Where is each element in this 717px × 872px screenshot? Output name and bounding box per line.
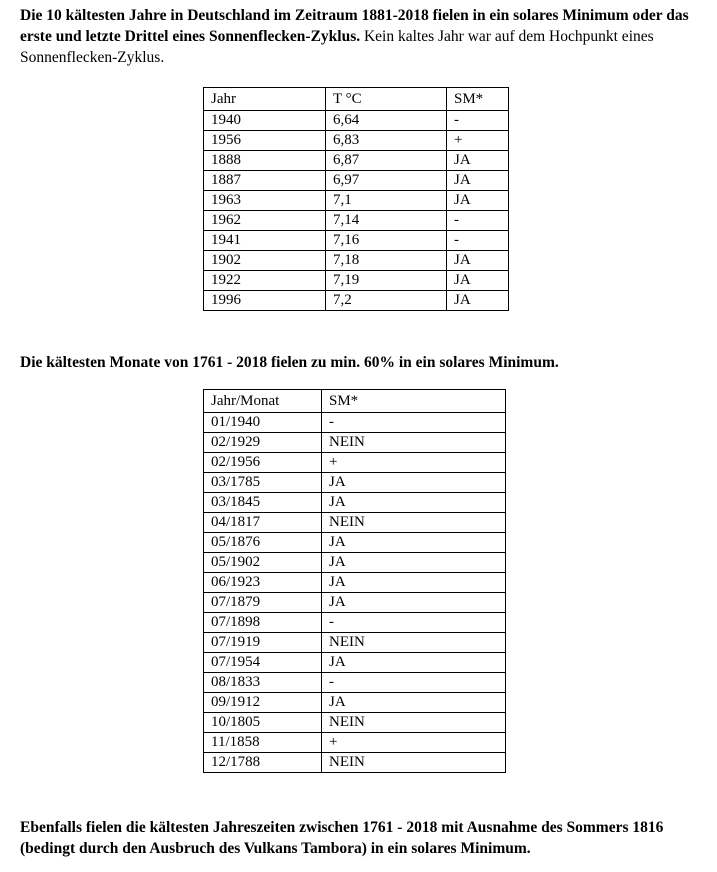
table-cell: NEIN [322, 753, 506, 773]
table-row [204, 553, 506, 573]
table-cell: - [322, 673, 506, 693]
intro-bold-text: Die 10 kältesten Jahre in Deutschland im Zeitraum 1881-2018 fielen in ein solares Minimum oder das erste und letzte Drittel eines Sonnenflecken-Zyklus. [20, 7, 689, 45]
table-cell: 07/1879 [204, 593, 322, 613]
table-cell: 1888 [204, 151, 326, 171]
table-row [204, 653, 506, 673]
table-cell: 1940 [204, 111, 326, 131]
table-row [204, 753, 506, 773]
table-row [204, 271, 509, 291]
months-heading: Die kältesten Monate von 1761 - 2018 fielen zu min. 60% in ein solares Minimum. [20, 354, 559, 371]
table-cell: 09/1912 [204, 693, 322, 713]
table-cell: 06/1923 [204, 573, 322, 593]
intro-paragraph [20, 5, 710, 68]
table-row [204, 413, 506, 433]
table-row [204, 171, 509, 191]
header-jahr: Jahr [204, 88, 326, 111]
table-row [204, 453, 506, 473]
table-row [204, 211, 509, 231]
table-cell: 02/1929 [204, 433, 322, 453]
header-temperature: T °C [326, 88, 447, 111]
table-cell: JA [447, 291, 509, 311]
table-row [204, 251, 509, 271]
table-cell: 07/1919 [204, 633, 322, 653]
table-row [204, 573, 506, 593]
table-cell: JA [322, 493, 506, 513]
table-cell: 7,16 [326, 231, 447, 251]
table-cell: 1996 [204, 291, 326, 311]
table-row [204, 111, 509, 131]
table-cell: 1941 [204, 231, 326, 251]
table-cell: 12/1788 [204, 753, 322, 773]
table-cell: 03/1845 [204, 493, 322, 513]
table-cell: 07/1954 [204, 653, 322, 673]
table-cell: 08/1833 [204, 673, 322, 693]
table-row [204, 131, 509, 151]
table-cell: 11/1858 [204, 733, 322, 753]
table-header-row [204, 88, 509, 111]
table-cell: 01/1940 [204, 413, 322, 433]
table-row [204, 473, 506, 493]
table-cell: 7,14 [326, 211, 447, 231]
table-cell: JA [322, 573, 506, 593]
table-cell: 6,97 [326, 171, 447, 191]
table-cell: JA [322, 553, 506, 573]
table-cell: JA [322, 593, 506, 613]
table-cell: JA [447, 271, 509, 291]
table-row [204, 231, 509, 251]
table-row [204, 613, 506, 633]
table-cell: 05/1876 [204, 533, 322, 553]
table-cell: JA [322, 473, 506, 493]
table-cell: + [322, 453, 506, 473]
table-cell: 03/1785 [204, 473, 322, 493]
table-cell: NEIN [322, 713, 506, 733]
table-cell: 6,87 [326, 151, 447, 171]
table-row [204, 291, 509, 311]
table-cell: JA [322, 533, 506, 553]
table-row [204, 633, 506, 653]
table-cell: 7,19 [326, 271, 447, 291]
table-cell: 6,83 [326, 131, 447, 151]
table-row [204, 151, 509, 171]
table-row [204, 693, 506, 713]
table-cell: 04/1817 [204, 513, 322, 533]
table-cell: - [447, 231, 509, 251]
table-header-row [204, 390, 506, 413]
table-cell: JA [322, 693, 506, 713]
table-cell: 05/1902 [204, 553, 322, 573]
table-cell: JA [322, 653, 506, 673]
table-cell: 6,64 [326, 111, 447, 131]
table-row [204, 673, 506, 693]
table-cell: JA [447, 151, 509, 171]
header-sm: SM* [322, 390, 506, 413]
coldest-years-table [203, 87, 509, 311]
table-cell: 7,2 [326, 291, 447, 311]
table-cell: 10/1805 [204, 713, 322, 733]
table-cell: - [447, 211, 509, 231]
table-cell: 02/1956 [204, 453, 322, 473]
table-cell: 1887 [204, 171, 326, 191]
table-cell: 1956 [204, 131, 326, 151]
table-cell: 07/1898 [204, 613, 322, 633]
table-row [204, 191, 509, 211]
table-cell: - [447, 111, 509, 131]
table-cell: 7,18 [326, 251, 447, 271]
table-row [204, 593, 506, 613]
table-row [204, 433, 506, 453]
coldest-months-table [203, 389, 506, 773]
intro-normal-text: Kein kaltes Jahr war auf dem Hochpunkt eines Sonnenflecken-Zyklus. [20, 28, 654, 66]
table-cell: 1922 [204, 271, 326, 291]
table-cell: NEIN [322, 513, 506, 533]
table-cell: NEIN [322, 433, 506, 453]
seasons-note: Ebenfalls fielen die kältesten Jahreszeiten zwischen 1761 - 2018 mit Ausnahme des Sommers 1816 (bedingt durch den Ausbruch des Vulkans Tambora) in ein solares Minimum. [20, 819, 664, 857]
table-cell: + [447, 131, 509, 151]
table-cell: 7,1 [326, 191, 447, 211]
table-row [204, 733, 506, 753]
header-jahr-monat: Jahr/Monat [204, 390, 322, 413]
table-cell: - [322, 613, 506, 633]
table-row [204, 533, 506, 553]
table-cell: 1962 [204, 211, 326, 231]
table-cell: JA [447, 191, 509, 211]
header-sm: SM* [447, 88, 509, 111]
table-cell: 1963 [204, 191, 326, 211]
table-row [204, 493, 506, 513]
table-cell: + [322, 733, 506, 753]
table-cell: NEIN [322, 633, 506, 653]
table-cell: 1902 [204, 251, 326, 271]
table-row [204, 513, 506, 533]
table-row [204, 713, 506, 733]
table-cell: JA [447, 171, 509, 191]
table-cell: JA [447, 251, 509, 271]
table-cell: - [322, 413, 506, 433]
